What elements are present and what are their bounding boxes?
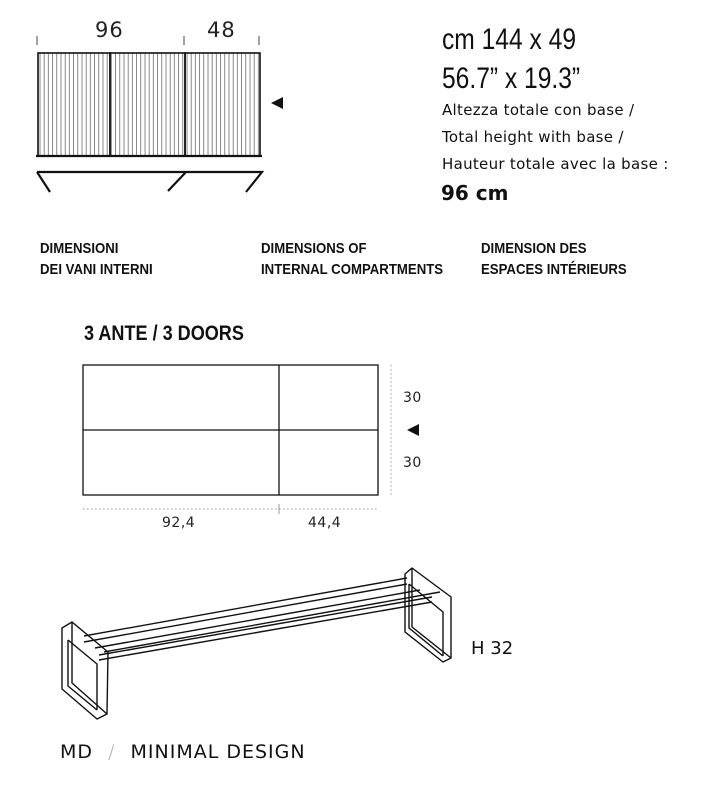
height-label-en: Total height with base /: [442, 128, 624, 146]
brand-separator: /: [108, 741, 116, 763]
heading-italian-line1: DIMENSIONI: [40, 240, 119, 257]
heading-english-line2: INTERNAL COMPARTMENTS: [261, 261, 444, 278]
size-cm: cm 144 x 49: [442, 23, 577, 56]
compartment-height-bottom: 30: [403, 455, 422, 471]
size-inch: 56.7” x 19.3”: [442, 62, 581, 95]
heading-italian-line2: DEI VANI INTERNI: [40, 261, 153, 278]
heading-french-line2: ESPACES INTÉRIEURS: [481, 261, 627, 278]
door-left: [38, 53, 110, 156]
heading-french: [481, 238, 627, 280]
brand-md: MD: [60, 741, 94, 763]
heading-english: [261, 238, 443, 280]
width-label-48: 48: [207, 18, 236, 42]
height-label-it: Altezza totale con base /: [442, 101, 635, 119]
height-label-fr: Hauteur totale avec la base :: [442, 155, 669, 173]
arrow-left-icon: [407, 424, 419, 436]
compartments-title: 3 ANTE / 3 DOORS: [84, 322, 244, 345]
arrow-left-icon: [271, 97, 283, 109]
door-right: [185, 53, 260, 156]
metal-base-drawing: [62, 568, 451, 719]
door-center: [110, 53, 185, 156]
base-legs: [37, 172, 262, 192]
heading-italian: [40, 238, 153, 280]
width-label-96: 96: [95, 18, 124, 42]
compartments-diagram: [83, 365, 391, 514]
height-value: 96 cm: [441, 181, 509, 205]
heading-english-line1: DIMENSIONS OF: [261, 240, 367, 257]
heading-french-line1: DIMENSION DES: [481, 240, 587, 257]
base-height-label: H 32: [471, 638, 514, 659]
brand-footer: [60, 741, 306, 763]
compartment-width-left: 92,4: [162, 515, 196, 531]
brand-name: MINIMAL DESIGN: [130, 741, 306, 763]
compartment-height-top: 30: [403, 390, 422, 406]
compartment-width-right: 44,4: [308, 515, 342, 531]
